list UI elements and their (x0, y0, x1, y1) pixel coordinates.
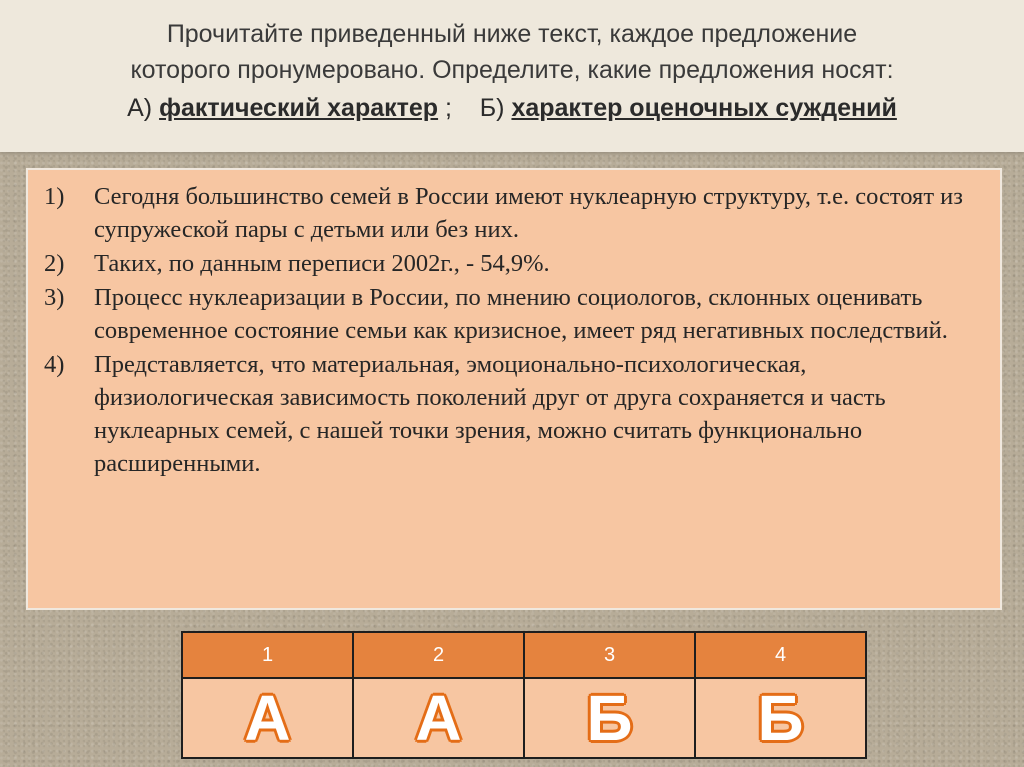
sentence-item (44, 281, 982, 347)
answer-letter-cell (524, 678, 695, 758)
sentence-number: 2) (44, 250, 65, 277)
task-instruction-line-1: Прочитайте приведенный ниже текст, каждое предложение (166, 20, 858, 48)
sentence-text: Процесс нуклеаризации в России, по мнению социологов, склонных оценивать современное состояние семьи как кризисное, имеет ряд негативных последствий. (94, 284, 948, 344)
sentence-text: Таких, по данным переписи 2002г., - 54,9%. (94, 250, 550, 277)
sentence-number: 4) (44, 351, 65, 378)
answer-table-header-row (182, 632, 866, 678)
answer-letter: А (244, 682, 291, 754)
answer-letter: А (415, 682, 462, 754)
answer-letter-cell (695, 678, 866, 758)
answer-letter: Б (757, 682, 804, 754)
task-header (0, 0, 1024, 152)
sentence-item (44, 180, 982, 246)
answer-letter-cell (182, 678, 353, 758)
sentence-text: Представляется, что материальная, эмоционально-психологическая, физиологическая зависимость поколений друг от друга сохраняется и часть нуклеарных семей, с нашей точки зрения, можно считать функционально расширенными. (94, 351, 886, 477)
sentence-number: 3) (44, 284, 65, 311)
answer-number-cell: 1 (182, 632, 353, 678)
option-b-prefix: Б) (479, 94, 505, 122)
answer-letter-cell (353, 678, 524, 758)
answer-letter: Б (586, 682, 633, 754)
option-a-prefix: А) (127, 94, 153, 122)
sentence-text: Сегодня большинство семей в России имеют нуклеарную структуру, т.е. состоят из супружеской пары с детьми или без них. (94, 183, 963, 243)
answer-number-cell: 4 (695, 632, 866, 678)
task-options (0, 90, 1024, 126)
sentence-item (44, 247, 982, 280)
options-separator: ; (438, 94, 480, 122)
answer-number-cell: 3 (524, 632, 695, 678)
answer-table (181, 631, 867, 759)
answer-number-cell: 2 (353, 632, 524, 678)
answer-table-letter-row (182, 678, 866, 758)
sentence-item (44, 348, 982, 480)
task-instruction-line-2: которого пронумеровано. Определите, какие предложения носят: (130, 56, 894, 84)
option-a-label: фактический характер (159, 94, 439, 122)
sentences-box (26, 168, 1002, 610)
option-b-label: характер оценочных суждений (511, 94, 897, 122)
sentence-number: 1) (44, 183, 65, 210)
